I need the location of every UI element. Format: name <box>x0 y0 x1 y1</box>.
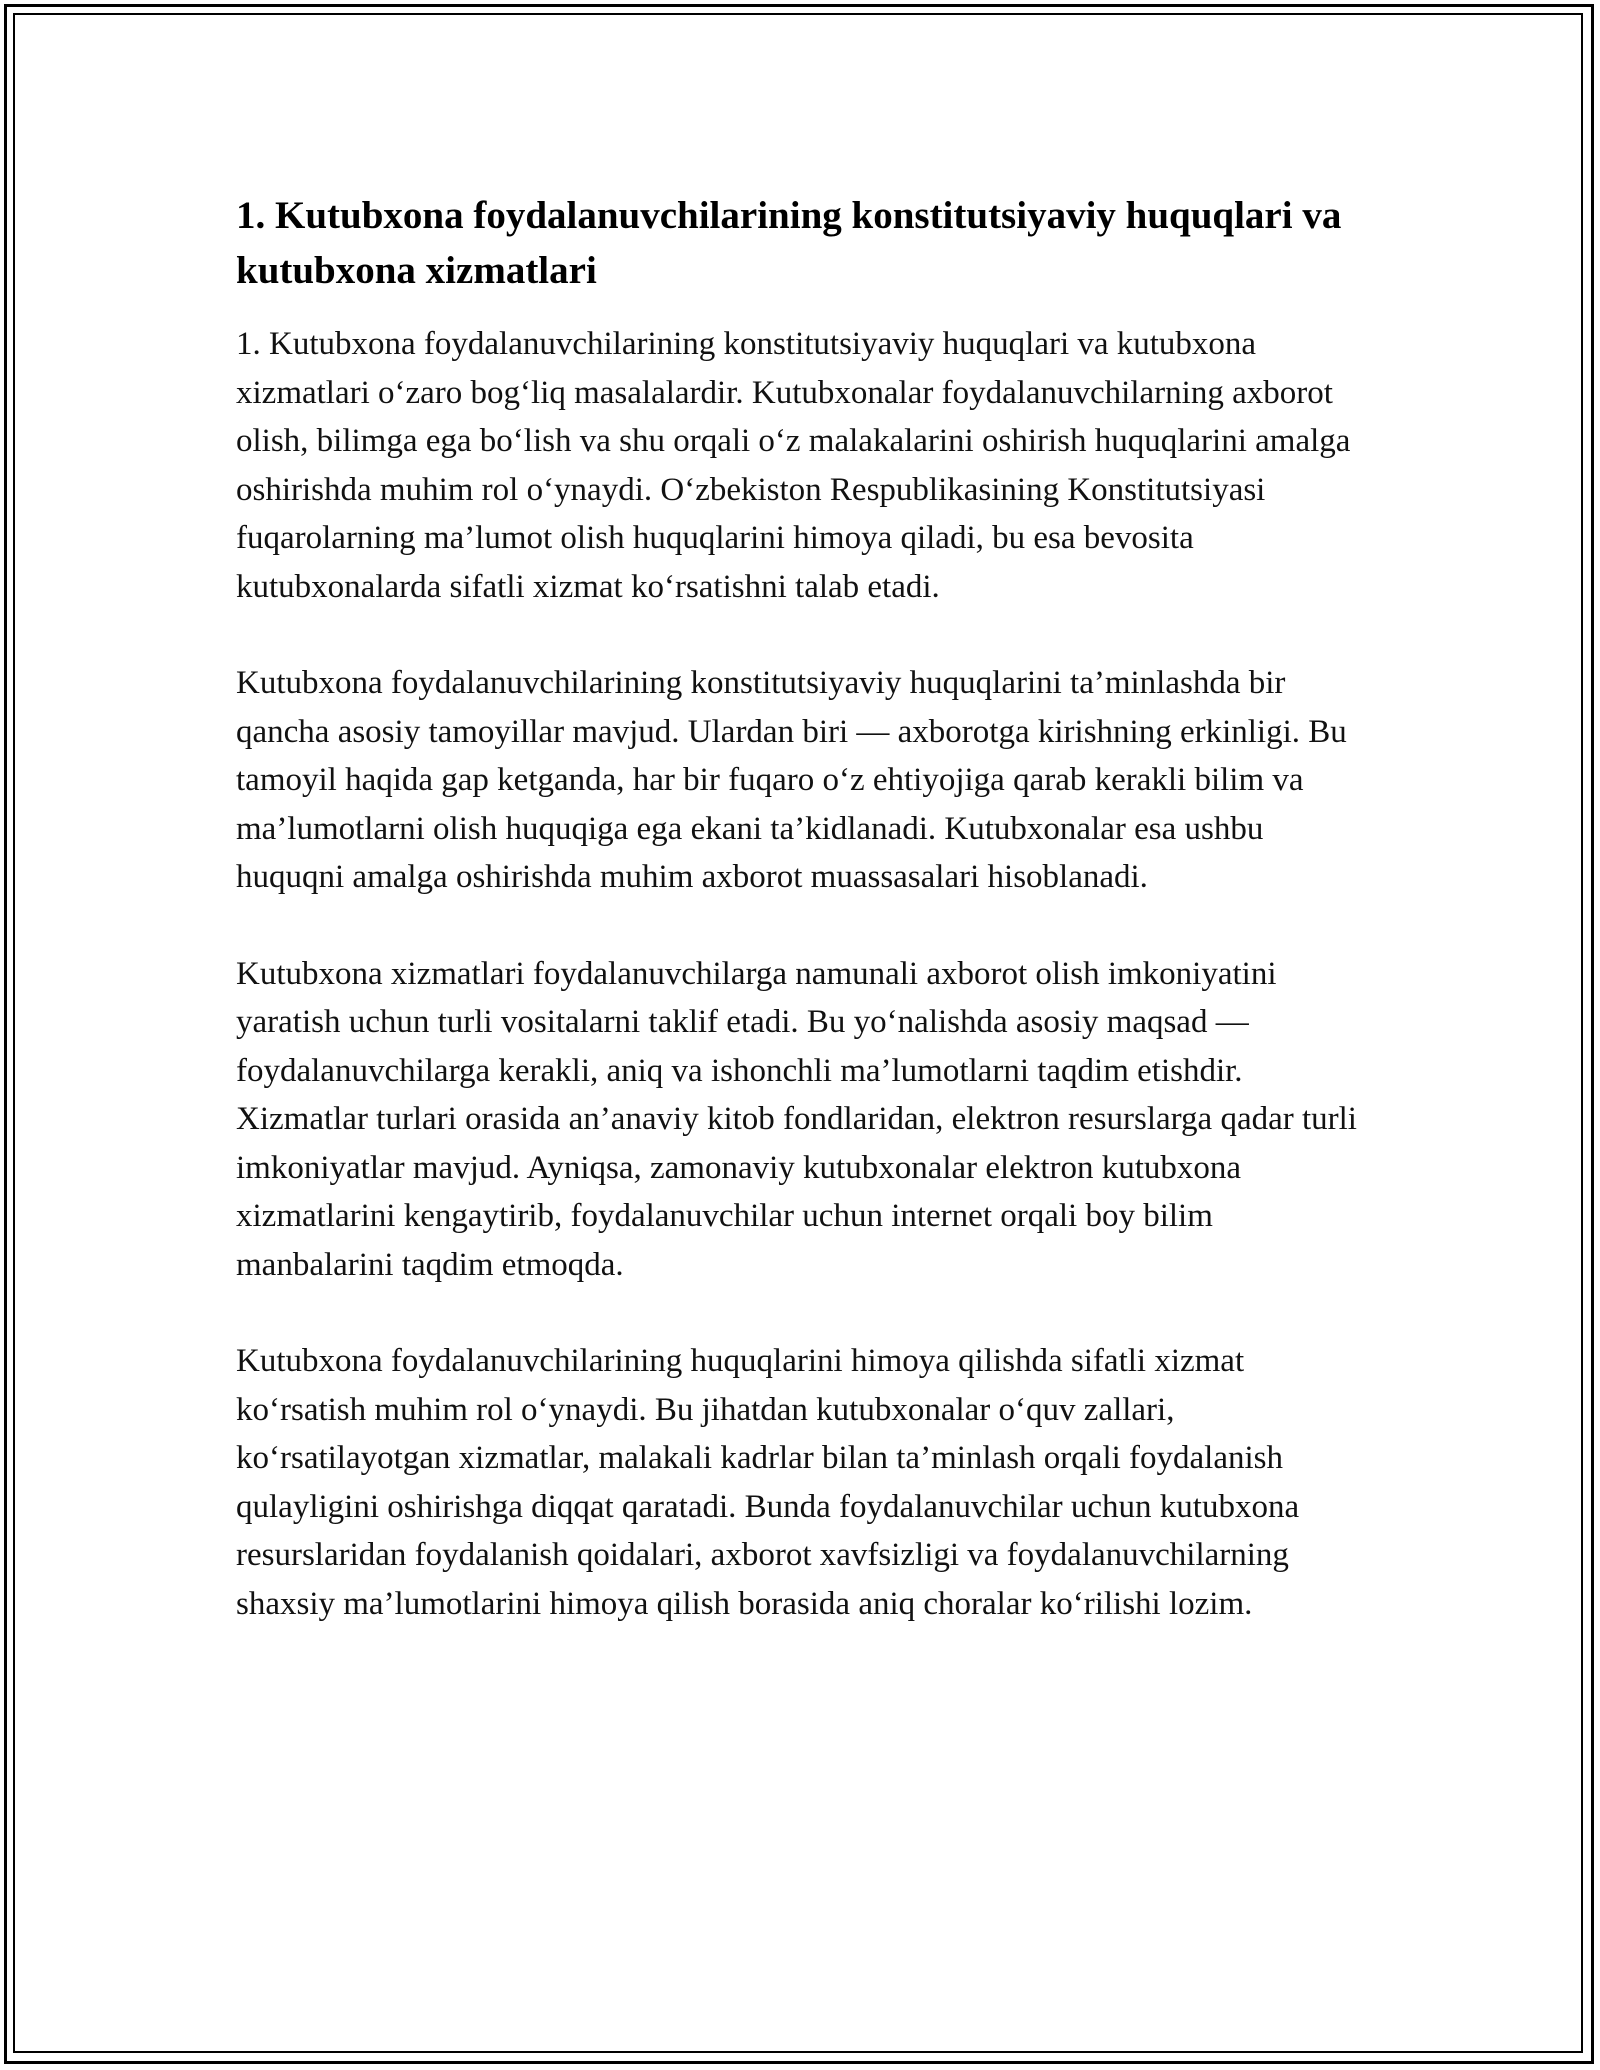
paragraph-4: Kutubxona foydalanuvchilarining huquqlarini himoya qilishda sifatli xizmat ko‘rsatish muhim rol o‘ynaydi. Bu jihatdan kutubxonalar o‘quv zallari, ko‘rsatilayotgan xizmatlar, malakali kadrlar bilan ta’minlash orqali foydalanish qulayligini oshirishga diqqat qaratadi. Bunda foydalanuvchilar uchun kutubxona resurslaridan foydalanish qoidalari, axborot xavfsizligi va foydalanuvchilarning shaxsiy ma’lumotlarini himoya qilish borasida aniq choralar ko‘rilishi lozim. <box>236 1343 1300 1622</box>
document-title: 1. Kutubxona foydalanuvchilarining konstitutsiyaviy huquqlari va kutubxona xizmatlari <box>236 194 1342 292</box>
paragraph-2: Kutubxona foydalanuvchilarining konstitutsiyaviy huquqlarini ta’minlashda bir qancha asosiy tamoyillar mavjud. Ulardan biri — axborotga kirishning erkinligi. Bu tamoyil haqida gap ketganda, har bir fuqaro o‘z ehtiyojiga qarab kerakli bilim va ma’lumotlarni olish huquqiga ega ekani ta’kidlanadi. Kutubxonalar esa ushbu huquqni amalga oshirishda muhim axborot muassasalari hisoblanadi. <box>236 665 1347 895</box>
paragraph-1: 1. Kutubxona foydalanuvchilarining konstitutsiyaviy huquqlari va kutubxona xizmatlari o‘zaro bog‘liq masalalardir. Kutubxonalar foydalanuvchilarning axborot olish, bilimga ega bo‘lish va shu orqali o‘z malakalarini oshirish huquqlarini amalga oshirishda muhim rol o‘ynaydi. O‘zbekiston Respublikasining Konstitutsiyasi fuqarolarning ma’lumot olish huquqlarini himoya qiladi, bu esa bevosita kutubxonalarda sifatli xizmat ko‘rsatishni talab etadi. <box>236 326 1351 605</box>
paragraph-3: Kutubxona xizmatlari foydalanuvchilarga namunali axborot olish imkoniyatini yaratish uchun turli vositalarni taklif etadi. Bu yo‘nalishda asosiy maqsad — foydalanuvchilarga kerakli, aniq va ishonchli ma’lumotlarni taqdim etishdir. Xizmatlar turlari orasida an’anaviy kitob fondlaridan, elektron resurslarga qadar turli imkoniyatlar mavjud. Ayniqsa, zamonaviy kutubxonalar elektron kutubxona xizmatlarini kengaytirib, foydalanuvchilar uchun internet orqali boy bilim manbalarini taqdim etmoqda. <box>236 955 1357 1283</box>
document-body <box>236 188 1366 1628</box>
